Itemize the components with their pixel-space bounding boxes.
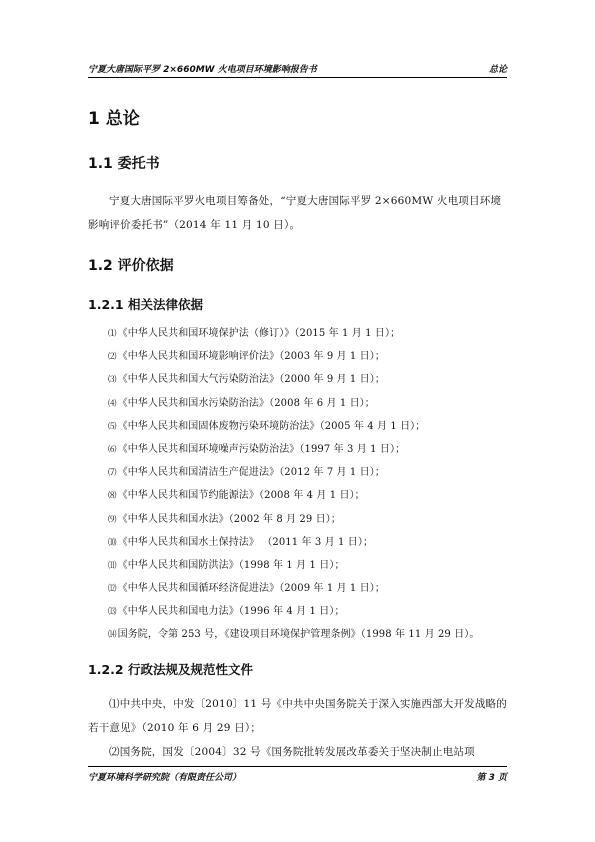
item-number: ⑷ <box>108 398 117 409</box>
item-number: ⑴ <box>108 329 117 339</box>
item-number: ⑵ <box>108 352 117 363</box>
page-number: 第 3 页 <box>476 773 507 783</box>
section-heading-1-1: 1.1 委托书 <box>88 156 160 172</box>
page-header <box>88 62 507 76</box>
item-text: 《中华人民共和国水法》（2002 年 8 月 29 日）； <box>117 513 341 525</box>
section-1-2-2-paragraph-1: ⑴中共中央，中发〔2010〕11 号《中共中央国务院关于深入实施西部大开发战略的若干意见》（2010 年 6 月 29 日）； <box>88 698 507 734</box>
item-text: 《中华人民共和国环境影响评价法》（2003 年 9 月 1 日）； <box>117 351 385 363</box>
item-text: 《中华人民共和国电力法》（1996 年 4 月 1 日）； <box>117 606 345 618</box>
item-text: 《中华人民共和国固体废物污染环境防治法》（2005 年 4 月 1 日）； <box>117 420 426 432</box>
law-item <box>108 531 518 554</box>
section-heading-1-2-1: 1.2.1 相关法律依据 <box>88 297 203 312</box>
law-item <box>108 438 518 461</box>
section-heading-1-2: 1.2 评价依据 <box>88 258 174 274</box>
item-number: ⑿ <box>108 584 117 595</box>
header-section: 总论 <box>488 65 507 75</box>
law-list <box>108 322 518 647</box>
law-item <box>108 600 518 623</box>
item-text: 《中华人民共和国循环经济促进法》（2009 年 1 月 1 日）； <box>117 583 385 595</box>
law-item <box>108 508 518 531</box>
item-text: 《中华人民共和国水土保持法》 （2011 年 3 月 1 日）； <box>117 536 374 548</box>
page-footer <box>88 770 507 784</box>
law-item <box>108 368 518 391</box>
footer-rule <box>88 766 507 767</box>
item-text: 《中华人民共和国清洁生产促进法》（2012 年 7 月 1 日）； <box>117 467 385 479</box>
section-1-2-2-paragraph-2: ⑵国务院，国发〔2004〕32 号《国务院批转发展改革委关于坚决制止电站项 <box>109 746 475 758</box>
law-item <box>108 461 518 484</box>
law-item <box>108 345 518 368</box>
item-text: 《中华人民共和国节约能源法》（2008 年 4 月 1 日）； <box>117 490 365 502</box>
law-item <box>108 322 518 345</box>
law-item <box>108 392 518 415</box>
item-number: ⑻ <box>108 491 117 502</box>
chapter-title: 1 总论 <box>88 109 140 129</box>
header-title: 宁夏大唐国际平罗 2×660MW 火电项目环境影响报告书 <box>88 65 317 75</box>
item-text: 《中华人民共和国环境保护法（修订）》（2015 年 1 月 1 日）； <box>117 328 401 339</box>
law-item <box>108 577 518 600</box>
footer-organization: 宁夏环境科学研究院（有限责任公司） <box>88 773 242 783</box>
item-number: ⑶ <box>108 375 117 386</box>
header-rule <box>88 77 507 78</box>
item-number: ⑾ <box>108 560 117 571</box>
item-text: 《中华人民共和国大气污染防治法》（2000 年 9 月 1 日）； <box>117 374 385 386</box>
law-item <box>108 415 518 438</box>
item-text: 国务院，令第 253 号，《建设项目环境保护管理条例》（1998 年 11 月 29 日）。 <box>117 629 480 641</box>
item-number: ⒀ <box>108 607 117 618</box>
item-text: 《中华人民共和国防洪法》（1998 年 1 月 1 日）； <box>117 559 345 571</box>
item-number: ⑺ <box>108 468 117 479</box>
law-item <box>108 623 518 646</box>
law-item <box>108 484 518 507</box>
item-number: ⑼ <box>108 514 117 525</box>
item-number: ⑽ <box>108 537 117 548</box>
item-number: ⑹ <box>108 444 117 455</box>
section-1-1-paragraph: 宁夏大唐国际平罗火电项目筹备处，“宁夏大唐国际平罗 2×660MW 火电项目环境影响评价委托书”（2014 年 11 月 10 日）。 <box>88 195 502 231</box>
item-text: 《中华人民共和国水污染防治法》（2008 年 6 月 1 日）； <box>117 397 375 409</box>
law-item <box>108 554 518 577</box>
item-text: 《中华人民共和国环境噪声污染防治法》（1997 年 3 月 1 日）； <box>117 443 406 455</box>
item-number: ⑸ <box>108 421 117 432</box>
section-heading-1-2-2: 1.2.2 行政法规及规范性文件 <box>88 662 253 677</box>
item-number: ⒁ <box>108 630 117 641</box>
